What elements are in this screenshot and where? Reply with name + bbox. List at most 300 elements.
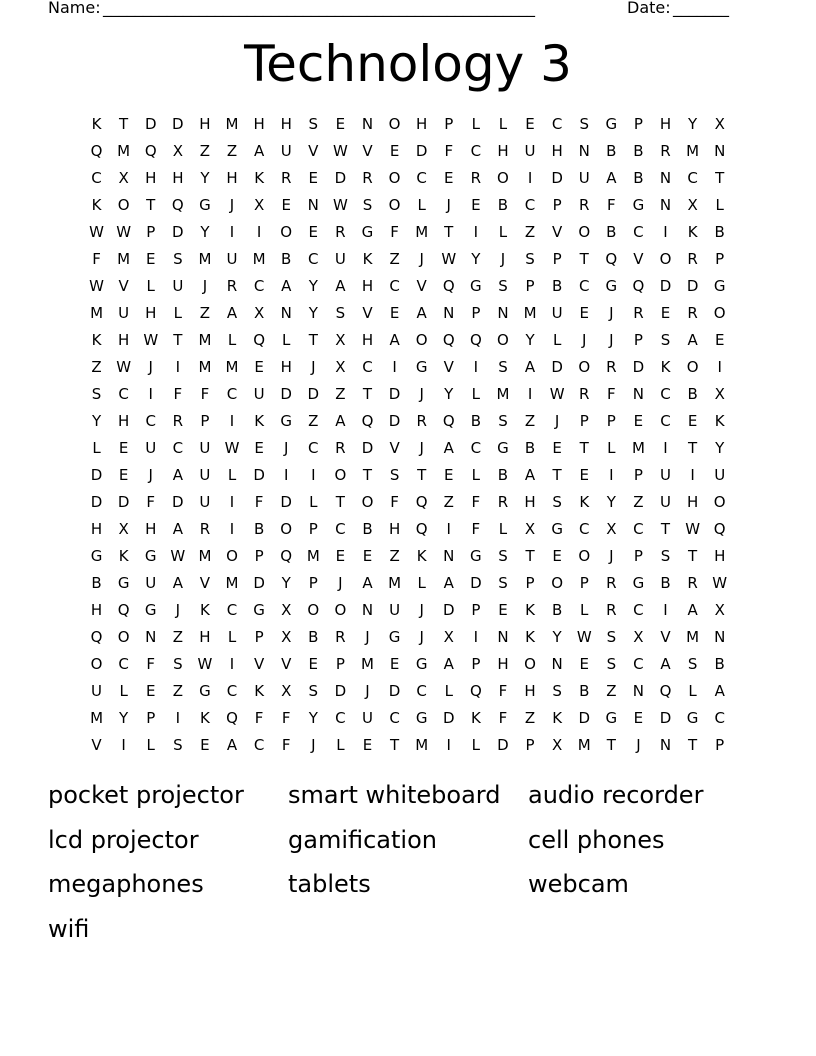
- grid-cell: R: [687, 574, 698, 592]
- grid-cell: J: [311, 358, 316, 376]
- grid-cell: D: [172, 115, 184, 133]
- grid-cell: P: [308, 574, 318, 592]
- grid-cell: I: [229, 412, 235, 430]
- grid-cell: L: [146, 277, 155, 295]
- grid-cell: Q: [280, 547, 293, 565]
- grid-cell: K: [362, 250, 373, 268]
- grid-cell: L: [498, 520, 508, 538]
- grid-cell: L: [417, 574, 426, 592]
- grid-row: [83, 300, 735, 327]
- grid-row: [83, 732, 735, 759]
- grid-cell: D: [280, 385, 292, 403]
- grid-cell: C: [389, 277, 400, 295]
- grid-cell: C: [633, 601, 644, 619]
- grid-cell: J: [419, 601, 424, 619]
- grid-cell: C: [91, 169, 102, 187]
- grid-cell: O: [686, 358, 699, 376]
- grid-cell: C: [226, 601, 238, 619]
- grid-cell: Z: [443, 493, 454, 511]
- grid-cell: Z: [389, 547, 400, 565]
- grid-cell: L: [146, 736, 155, 754]
- grid-cell: O: [578, 358, 591, 376]
- grid-cell: U: [334, 250, 346, 268]
- grid-cell: R: [687, 304, 698, 322]
- grid-cell: N: [632, 385, 645, 403]
- grid-cell: H: [145, 520, 157, 538]
- grid-cell: E: [389, 655, 400, 673]
- grid-cell: Y: [200, 223, 210, 241]
- grid-cell: J: [582, 331, 587, 349]
- grid-cell: X: [118, 520, 129, 538]
- grid-cell: L: [498, 223, 508, 241]
- grid-cell: U: [551, 304, 563, 322]
- grid-cell: K: [91, 115, 102, 133]
- word-list-item: lcd projector: [48, 825, 199, 854]
- grid-cell: Z: [606, 682, 617, 700]
- grid-cell: L: [607, 439, 616, 457]
- grid-cell: N: [659, 196, 672, 214]
- grid-cell: T: [444, 223, 454, 241]
- grid-cell: I: [148, 385, 153, 403]
- grid-cell: C: [660, 385, 671, 403]
- grid-cell: B: [606, 142, 617, 160]
- grid-cell: Y: [91, 412, 102, 430]
- grid-row: [83, 246, 735, 273]
- grid-cell: O: [713, 304, 726, 322]
- grid-cell: W: [116, 223, 132, 241]
- grid-cell: A: [416, 304, 427, 322]
- grid-cell: H: [199, 115, 211, 133]
- grid-cell: N: [659, 736, 672, 754]
- grid-cell: A: [335, 412, 346, 430]
- grid-cell: C: [416, 682, 427, 700]
- grid-cell: W: [332, 142, 348, 160]
- grid-cell: Y: [606, 493, 616, 511]
- grid-cell: S: [660, 547, 671, 565]
- grid-cell: Y: [471, 250, 481, 268]
- grid-cell: L: [119, 682, 128, 700]
- grid-cell: D: [470, 574, 482, 592]
- grid-cell: K: [200, 709, 210, 727]
- grid-cell: I: [229, 520, 235, 538]
- grid-cell: G: [415, 358, 428, 376]
- grid-cell: F: [146, 655, 156, 673]
- grid-cell: I: [446, 520, 451, 538]
- grid-cell: B: [253, 520, 265, 538]
- grid-cell: H: [118, 331, 130, 349]
- grid-cell: R: [335, 439, 346, 457]
- grid-row: [83, 516, 735, 543]
- grid-cell: O: [280, 223, 293, 241]
- grid-cell: B: [362, 520, 373, 538]
- grid-cell: H: [361, 331, 374, 349]
- page-title: Technology 3: [244, 35, 572, 93]
- grid-cell: T: [362, 466, 373, 484]
- grid-cell: F: [498, 682, 508, 700]
- grid-cell: D: [659, 709, 672, 727]
- grid-cell: S: [173, 250, 183, 268]
- grid-cell: J: [446, 196, 451, 214]
- grid-cell: G: [199, 196, 211, 214]
- grid-cell: B: [551, 277, 563, 295]
- grid-cell: E: [579, 655, 589, 673]
- grid-cell: M: [361, 655, 374, 673]
- grid-cell: G: [605, 277, 618, 295]
- grid-cell: Z: [524, 412, 536, 430]
- grid-cell: C: [253, 736, 265, 754]
- grid-cell: F: [254, 493, 264, 511]
- grid-cell: Z: [199, 142, 211, 160]
- word-list-item: megaphones: [48, 870, 204, 898]
- name-label: Name:: [48, 0, 101, 17]
- grid-cell: U: [361, 709, 373, 727]
- grid-cell: V: [552, 223, 563, 241]
- grid-cell: L: [498, 115, 508, 133]
- grid-cell: X: [443, 628, 454, 646]
- grid-cell: D: [144, 115, 157, 133]
- grid-cell: E: [254, 439, 264, 457]
- grid-cell: H: [416, 115, 428, 133]
- grid-row: [83, 165, 735, 192]
- grid-cell: E: [444, 466, 454, 484]
- grid-cell: D: [388, 682, 401, 700]
- grid-cell: C: [551, 115, 563, 133]
- grid-cell: E: [471, 196, 481, 214]
- grid-cell: S: [308, 682, 319, 700]
- grid-cell: Q: [90, 628, 103, 646]
- grid-cell: G: [144, 601, 157, 619]
- grid-cell: K: [254, 412, 265, 430]
- grid-cell: Q: [605, 250, 618, 268]
- grid-cell: C: [633, 223, 644, 241]
- grid-cell: C: [145, 412, 156, 430]
- grid-cell: D: [442, 601, 455, 619]
- grid-cell: M: [225, 574, 239, 592]
- grid-cell: O: [334, 466, 347, 484]
- grid-cell: N: [551, 655, 563, 673]
- grid-cell: T: [173, 331, 183, 349]
- grid-cell: S: [498, 277, 508, 295]
- date-label: Date:: [627, 0, 671, 17]
- grid-cell: K: [91, 331, 102, 349]
- grid-cell: T: [688, 439, 698, 457]
- grid-cell: W: [441, 250, 457, 268]
- grid-cell: L: [471, 115, 481, 133]
- grid-cell: V: [199, 574, 211, 592]
- grid-cell: L: [282, 331, 291, 349]
- grid-cell: G: [551, 520, 563, 538]
- grid-cell: S: [498, 358, 508, 376]
- grid-cell: F: [92, 250, 101, 268]
- grid-cell: E: [308, 655, 319, 673]
- grid-cell: L: [336, 736, 345, 754]
- grid-cell: D: [172, 223, 184, 241]
- grid-cell: V: [281, 655, 292, 673]
- grid-cell: S: [91, 385, 102, 403]
- grid-cell: G: [605, 709, 618, 727]
- grid-cell: A: [524, 466, 536, 484]
- grid-cell: L: [580, 601, 589, 619]
- grid-cell: O: [117, 628, 130, 646]
- grid-cell: V: [118, 277, 129, 295]
- grid-cell: U: [91, 682, 103, 700]
- grid-cell: V: [416, 277, 427, 295]
- grid-cell: P: [633, 331, 643, 349]
- date-blank: _______: [673, 0, 729, 17]
- grid-cell: E: [335, 547, 346, 565]
- grid-cell: P: [715, 250, 725, 268]
- grid-cell: O: [659, 250, 672, 268]
- grid-cell: E: [389, 304, 400, 322]
- grid-cell: L: [471, 385, 481, 403]
- grid-cell: Q: [442, 331, 455, 349]
- grid-cell: R: [497, 493, 509, 511]
- grid-cell: E: [579, 304, 589, 322]
- grid-cell: T: [688, 547, 698, 565]
- grid-cell: R: [335, 628, 346, 646]
- grid-cell: A: [226, 304, 238, 322]
- grid-cell: V: [362, 304, 373, 322]
- grid-cell: B: [714, 655, 725, 673]
- grid-cell: M: [117, 250, 131, 268]
- grid-cell: N: [443, 304, 455, 322]
- grid-cell: N: [443, 547, 455, 565]
- grid-cell: T: [660, 520, 671, 538]
- grid-cell: I: [283, 466, 289, 484]
- grid-cell: N: [280, 304, 292, 322]
- grid-cell: N: [578, 142, 590, 160]
- grid-cell: E: [687, 412, 698, 430]
- grid-cell: B: [524, 439, 536, 457]
- grid-cell: Q: [226, 709, 238, 727]
- grid-cell: H: [714, 547, 726, 565]
- grid-cell: H: [90, 601, 103, 619]
- grid-cell: D: [551, 169, 563, 187]
- grid-cell: O: [388, 169, 401, 187]
- grid-cell: P: [146, 223, 156, 241]
- grid-cell: M: [388, 574, 402, 592]
- grid-row: [83, 624, 735, 651]
- grid-cell: J: [175, 601, 181, 619]
- grid-cell: K: [118, 547, 129, 565]
- grid-cell: P: [335, 655, 345, 673]
- grid-cell: Y: [308, 709, 318, 727]
- grid-cell: A: [443, 439, 454, 457]
- grid-cell: O: [388, 196, 401, 214]
- grid-cell: S: [552, 493, 562, 511]
- grid-cell: G: [632, 574, 645, 592]
- grid-cell: S: [362, 196, 373, 214]
- grid-cell: Z: [335, 385, 346, 403]
- grid-cell: P: [200, 412, 210, 430]
- grid-cell: U: [660, 466, 671, 484]
- grid-cell: J: [202, 277, 208, 295]
- grid-cell: S: [389, 466, 400, 484]
- grid-cell: E: [552, 547, 562, 565]
- grid-cell: J: [554, 412, 560, 430]
- grid-row: [83, 354, 735, 381]
- grid-cell: I: [473, 358, 479, 376]
- grid-cell: L: [471, 466, 481, 484]
- grid-cell: B: [308, 628, 319, 646]
- grid-cell: E: [254, 358, 264, 376]
- grid-cell: E: [308, 223, 319, 241]
- grid-cell: F: [444, 142, 454, 160]
- grid-cell: Q: [632, 277, 645, 295]
- grid-cell: C: [687, 169, 698, 187]
- grid-cell: F: [471, 493, 481, 511]
- grid-cell: R: [362, 169, 373, 187]
- grid-cell: I: [473, 223, 479, 241]
- grid-cell: G: [632, 196, 645, 214]
- grid-cell: E: [200, 736, 210, 754]
- grid-cell: H: [497, 142, 509, 160]
- grid-cell: U: [118, 304, 130, 322]
- grid-cell: Z: [226, 142, 238, 160]
- grid-cell: M: [631, 439, 645, 457]
- grid-cell: P: [444, 115, 454, 133]
- grid-cell: R: [633, 304, 644, 322]
- grid-cell: Z: [91, 358, 102, 376]
- word-list-item: pocket projector: [48, 781, 244, 809]
- grid-cell: U: [524, 142, 536, 160]
- grid-cell: Y: [552, 628, 562, 646]
- grid-cell: I: [175, 709, 181, 727]
- grid-cell: B: [551, 601, 563, 619]
- grid-cell: C: [226, 682, 238, 700]
- grid-cell: D: [497, 736, 509, 754]
- grid-cell: G: [388, 628, 401, 646]
- grid-cell: S: [173, 736, 183, 754]
- grid-cell: A: [443, 574, 454, 592]
- grid-cell: O: [117, 196, 130, 214]
- grid-cell: M: [90, 709, 104, 727]
- grid-cell: R: [660, 142, 671, 160]
- grid-cell: E: [633, 709, 644, 727]
- grid-cell: M: [117, 142, 131, 160]
- grid-cell: M: [90, 304, 104, 322]
- grid-row: [83, 651, 735, 678]
- grid-cell: C: [118, 385, 129, 403]
- grid-cell: L: [309, 493, 318, 511]
- grid-cell: M: [686, 628, 700, 646]
- grid-cell: S: [173, 655, 183, 673]
- grid-cell: S: [579, 115, 589, 133]
- grid-cell: E: [552, 439, 562, 457]
- grid-cell: P: [552, 250, 562, 268]
- grid-cell: U: [660, 493, 671, 511]
- grid-cell: B: [497, 196, 509, 214]
- grid-cell: T: [688, 736, 698, 754]
- grid-cell: R: [280, 169, 292, 187]
- grid-cell: H: [253, 115, 265, 133]
- grid-cell: C: [470, 142, 482, 160]
- grid-cell: D: [90, 466, 103, 484]
- grid-cell: E: [498, 601, 508, 619]
- grid-cell: S: [606, 628, 617, 646]
- grid-cell: J: [419, 439, 424, 457]
- grid-cell: K: [714, 412, 725, 430]
- grid-cell: G: [470, 277, 482, 295]
- grid-cell: A: [660, 655, 671, 673]
- grid-cell: Q: [713, 520, 726, 538]
- grid-cell: E: [308, 169, 319, 187]
- grid-cell: Q: [442, 412, 455, 430]
- grid-cell: R: [172, 412, 184, 430]
- grid-cell: R: [579, 196, 590, 214]
- grid-cell: I: [175, 358, 181, 376]
- grid-cell: E: [444, 169, 454, 187]
- grid-cell: K: [687, 223, 698, 241]
- grid-cell: P: [308, 520, 318, 538]
- grid-cell: R: [226, 277, 238, 295]
- grid-cell: O: [226, 547, 238, 565]
- grid-cell: J: [609, 304, 614, 322]
- grid-cell: W: [170, 547, 186, 565]
- grid-cell: T: [119, 115, 129, 133]
- grid-cell: O: [578, 223, 591, 241]
- grid-cell: O: [713, 493, 726, 511]
- grid-cell: D: [253, 466, 265, 484]
- grid-cell: S: [660, 331, 671, 349]
- grid-cell: O: [334, 601, 347, 619]
- grid-cell: D: [578, 709, 591, 727]
- grid-cell: N: [497, 628, 509, 646]
- grid-cell: W: [332, 196, 348, 214]
- grid-cell: O: [578, 547, 591, 565]
- grid-cell: K: [552, 709, 563, 727]
- grid-cell: P: [525, 277, 535, 295]
- grid-cell: F: [390, 493, 399, 511]
- grid-cell: Z: [633, 493, 644, 511]
- grid-cell: F: [390, 223, 399, 241]
- grid-cell: D: [551, 358, 563, 376]
- grid-cell: V: [443, 358, 454, 376]
- grid-cell: Q: [415, 520, 428, 538]
- grid-cell: F: [281, 709, 291, 727]
- grid-cell: W: [576, 628, 592, 646]
- grid-cell: D: [686, 277, 699, 295]
- grid-cell: I: [527, 385, 533, 403]
- grid-cell: N: [714, 628, 726, 646]
- grid-cell: P: [471, 601, 481, 619]
- grid-cell: O: [307, 601, 320, 619]
- grid-cell: I: [229, 223, 235, 241]
- grid-cell: P: [525, 574, 535, 592]
- grid-cell: R: [470, 169, 482, 187]
- grid-cell: T: [606, 736, 616, 754]
- grid-cell: X: [281, 682, 292, 700]
- grid-cell: M: [306, 547, 320, 565]
- grid-cell: D: [307, 385, 320, 403]
- grid-cell: Z: [524, 223, 536, 241]
- grid-cell: E: [335, 115, 346, 133]
- grid-cell: O: [497, 331, 509, 349]
- grid-cell: X: [714, 115, 725, 133]
- grid-cell: H: [280, 115, 292, 133]
- grid-cell: N: [361, 601, 374, 619]
- grid-cell: A: [714, 682, 725, 700]
- grid-cell: W: [143, 331, 159, 349]
- grid-cell: X: [524, 520, 536, 538]
- grid-row: [83, 705, 735, 732]
- grid-cell: S: [552, 682, 562, 700]
- grid-cell: U: [172, 277, 184, 295]
- grid-cell: Z: [389, 250, 400, 268]
- grid-cell: H: [524, 682, 536, 700]
- grid-cell: A: [253, 142, 265, 160]
- grid-cell: C: [633, 520, 644, 538]
